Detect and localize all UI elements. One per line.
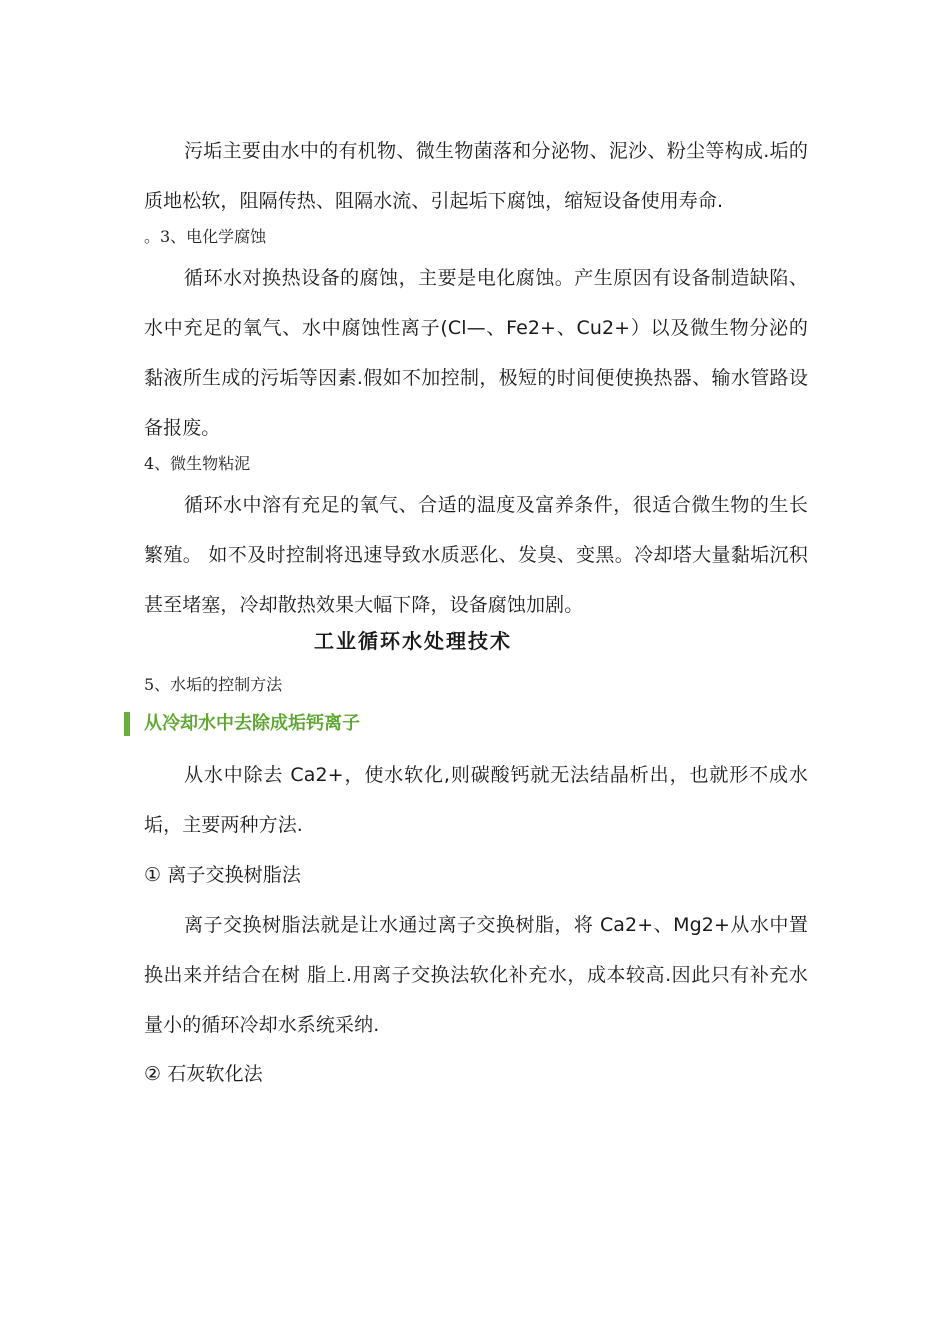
heading-microbial-slime: 4、微生物粘泥	[144, 454, 251, 473]
paragraph-softening: 从水中除去 Ca2+，使水软化,则碳酸钙就无法结晶析出，也就形不成水垢，主要两种方法.	[144, 764, 808, 836]
highlight-heading-text: 从冷却水中去除成垢钙离子	[144, 713, 360, 734]
method-ion-exchange-label: ① 离子交换树脂法	[144, 864, 301, 886]
paragraph-microbe: 循环水中溶有充足的氧气、合适的温度及富养条件，很适合微生物的生长繁殖。 如不及时控制将迅速导致水质恶化、发臭、变黑。冷却塔大量黏垢沉积甚至堵塞，冷却散热效果大幅下降，设备腐蚀加剧。	[144, 494, 808, 616]
paragraph-fouling: 污垢主要由水中的有机物、微生物菌落和分泌物、泥沙、粉尘等构成.垢的质地松软，阻隔传热、阻隔水流、引起垢下腐蚀，缩短设备使用寿命.	[144, 140, 808, 212]
heading-electrochemical-corrosion: 。3、电化学腐蚀	[144, 227, 267, 246]
heading-scale-control: 5、水垢的控制方法	[144, 675, 283, 694]
paragraph-ion-exchange: 离子交换树脂法就是让水通过离子交换树脂，将 Ca2+、Mg2+从水中置换出来并结合在树 脂上.用离子交换法软化补充水，成本较高.因此只有补充水量小的循环冷却水系统采纳.	[144, 914, 808, 1036]
paragraph-corrosion: 循环水对换热设备的腐蚀，主要是电化腐蚀。产生原因有设备制造缺陷、水中充足的氧气、水中腐蚀性离子(Cl—、Fe2+、Cu2+）以及微生物分泌的黏液所生成的污垢等因素.假如不加控制，极短的时间便使换热器、输水管路设备报废。	[144, 267, 808, 439]
highlight-heading	[124, 711, 360, 737]
section-title: 工业循环水处理技术	[314, 629, 512, 653]
heading-accent-bar	[124, 712, 130, 736]
method-lime-softening-label: ② 石灰软化法	[144, 1063, 263, 1085]
